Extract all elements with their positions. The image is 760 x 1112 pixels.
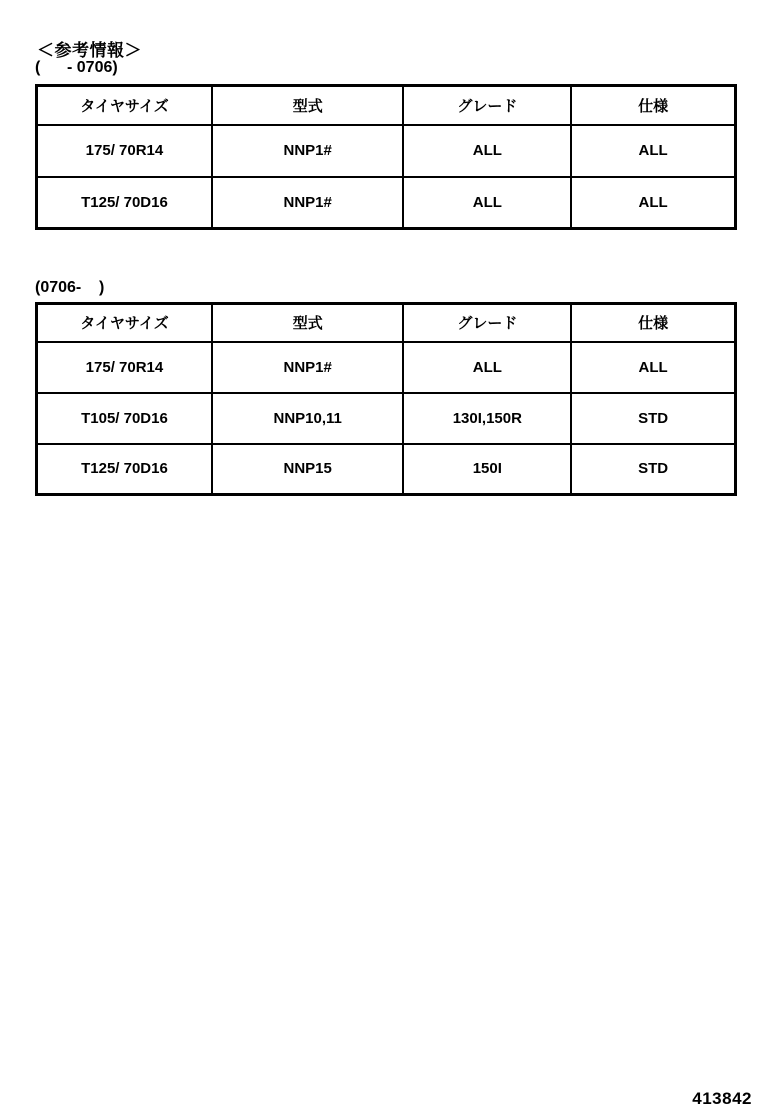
column-header-model: 型式: [212, 86, 404, 125]
period-label-post0706: (0706- ): [35, 279, 105, 296]
table-cell-spec: ALL: [571, 125, 735, 177]
tire-table-pre0706: [35, 84, 737, 230]
table-cell-tire-size: T125/ 70D16: [37, 444, 212, 495]
column-header-spec: 仕様: [571, 304, 735, 342]
table-cell-spec: ALL: [571, 342, 735, 393]
column-header-grade: グレード: [403, 304, 571, 342]
column-header-spec: 仕様: [571, 86, 735, 125]
doc-code: 413842: [692, 1089, 752, 1108]
table-cell-grade: ALL: [403, 177, 571, 229]
period-label-pre0706: ( - 0706): [35, 59, 118, 76]
table-cell-grade: ALL: [403, 342, 571, 393]
table-cell-model: NNP1#: [212, 125, 404, 177]
table-row: [37, 177, 736, 229]
table-cell-tire-size: T125/ 70D16: [37, 177, 212, 229]
page-title: ＜参考情報＞: [37, 41, 142, 60]
table-cell-spec: STD: [571, 444, 735, 495]
table-row: [37, 125, 736, 177]
column-header-tire-size: タイヤサイズ: [37, 86, 212, 125]
column-header-tire-size: タイヤサイズ: [37, 304, 212, 342]
header-row: [37, 304, 736, 342]
table-row: [37, 393, 736, 444]
table-cell-model: NNP1#: [212, 177, 404, 229]
header-row: [37, 86, 736, 125]
table-cell-tire-size: 175/ 70R14: [37, 342, 212, 393]
column-header-grade: グレード: [403, 86, 571, 125]
table-cell-spec: ALL: [571, 177, 735, 229]
table-cell-tire-size: 175/ 70R14: [37, 125, 212, 177]
tire-table-post0706: [35, 302, 737, 496]
table-cell-tire-size: T105/ 70D16: [37, 393, 212, 444]
table-cell-grade: 150I: [403, 444, 571, 495]
table-cell-grade: 130I,150R: [403, 393, 571, 444]
table-cell-model: NNP10,11: [212, 393, 404, 444]
column-header-model: 型式: [212, 304, 404, 342]
table-row: [37, 342, 736, 393]
table-cell-grade: ALL: [403, 125, 571, 177]
table-cell-model: NNP1#: [212, 342, 404, 393]
table-cell-model: NNP15: [212, 444, 404, 495]
table-row: [37, 444, 736, 495]
table-cell-spec: STD: [571, 393, 735, 444]
